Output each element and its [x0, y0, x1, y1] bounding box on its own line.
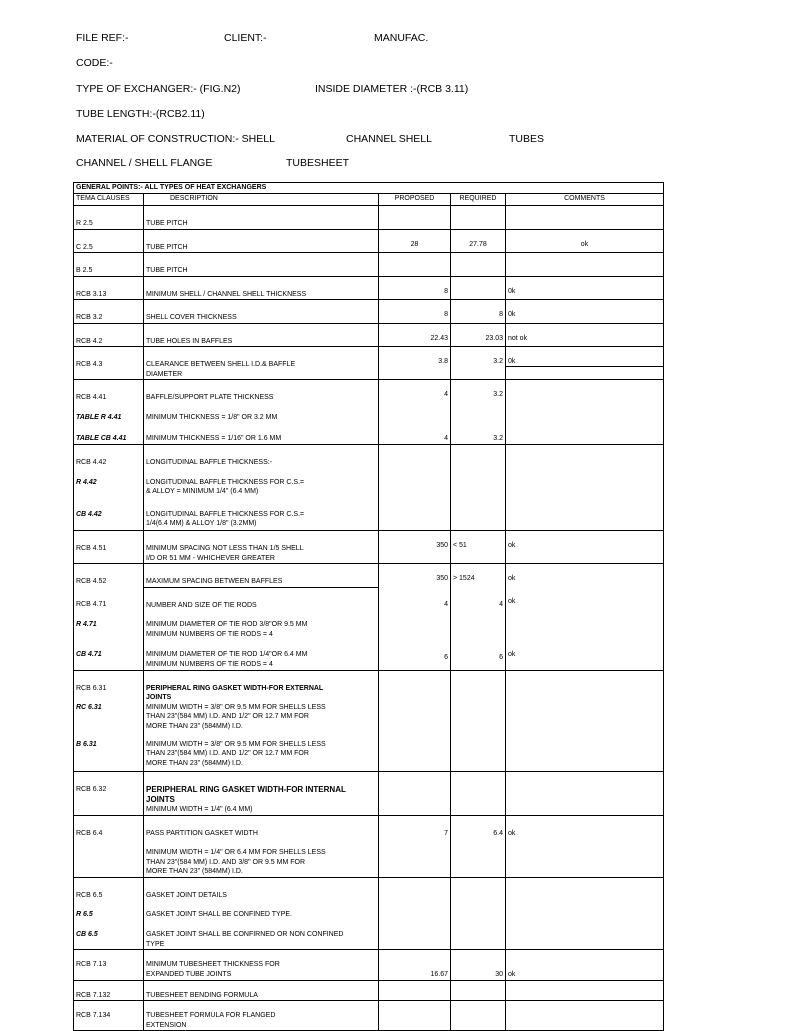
description: PASS PARTITION GASKET WIDTH: [144, 815, 379, 838]
comment: [506, 403, 664, 424]
description: [144, 670, 379, 703]
description-line: MINIMUM DIAMETER OF TIE ROD 3/8"OR 9.5 MM: [146, 621, 308, 628]
proposed-value: [379, 838, 451, 877]
comment: 0k: [506, 300, 664, 324]
proposed-value: 350: [379, 531, 451, 564]
tema-clause: RCB 4.71: [74, 587, 144, 610]
description: NUMBER AND SIZE OF TIE RODS: [144, 587, 379, 610]
tema-clause: B 2.5: [74, 253, 144, 277]
table-row: [74, 815, 664, 838]
description: [144, 347, 379, 380]
client-label: CLIENT:-: [224, 32, 267, 44]
tema-clause: RCB 4.41: [74, 380, 144, 403]
comment: [506, 980, 664, 1001]
material-shell-label: MATERIAL OF CONSTRUCTION:- SHELL: [76, 133, 275, 145]
comment-cell: [506, 347, 664, 380]
tema-clause: C 2.5: [74, 229, 144, 253]
comment: 0k: [506, 276, 664, 300]
description: [144, 640, 379, 670]
required-value: [451, 445, 506, 468]
comment: ok: [506, 229, 664, 253]
description-line: MINIMUM SPACING NOT LESS THAN 1/5 SHELL: [146, 545, 304, 552]
tema-clause: [74, 838, 144, 877]
description: SHELL COVER THICKNESS: [144, 300, 379, 324]
proposed-value: 7: [379, 815, 451, 838]
table-row: [74, 445, 664, 468]
table-row: [74, 347, 664, 380]
proposed-value: [379, 253, 451, 277]
tema-clause: RCB 4.2: [74, 323, 144, 347]
comment: ok: [506, 950, 664, 981]
required-value: [451, 877, 506, 900]
inside-diameter-label: INSIDE DIAMETER :-(RCB 3.11): [315, 83, 469, 95]
comment: [506, 424, 664, 445]
manufac-label: MANUFAC.: [374, 32, 429, 44]
proposed-value: [379, 920, 451, 950]
proposed-value: 8: [379, 276, 451, 300]
col-comments-header: COMMENTS: [506, 194, 664, 206]
table-header-row: [74, 194, 664, 206]
col-proposed-header: PROPOSED: [379, 194, 451, 206]
required-value: 27.78: [451, 229, 506, 253]
description-line: MINIMUM WIDTH = 3/8" OR 9.5 MM FOR SHELLS LESS: [146, 703, 326, 711]
comment: [506, 900, 664, 920]
description-line: MINIMUM DIAMETER OF TIE ROD 1/4"OR 6.4 MM: [146, 651, 308, 658]
table-row: [74, 300, 664, 324]
tubesheet-label: TUBESHEET: [286, 157, 350, 169]
description-line: MINIMUM NUMBERS OF TIE RODS = 4: [146, 630, 273, 638]
proposed-value: 350: [379, 564, 451, 588]
tema-clause: RC 6.31: [74, 703, 144, 740]
description: [144, 1001, 379, 1031]
col-desc-header: DESCRIPTION: [144, 194, 379, 206]
comment: [506, 500, 664, 531]
table-row: [74, 531, 664, 564]
comment: 0k: [506, 347, 663, 367]
description-line: 1/4(6.4 MM) & ALLOY 1/8" (3.2MM): [146, 520, 257, 527]
proposed-value: [379, 206, 451, 230]
description-line: THAN 23"(584 MM) I.D. AND 3/8" OR 9.5 MM FOR: [146, 858, 306, 866]
description: [144, 468, 379, 500]
required-value: < 51: [451, 531, 506, 564]
col-required-header: REQUIRED: [451, 194, 506, 206]
table-row: [74, 253, 664, 277]
description: GASKET JOINT DETAILS: [144, 877, 379, 900]
table-row: [74, 640, 664, 670]
comment: not ok: [506, 323, 664, 347]
comment: [506, 380, 664, 403]
description: TUBE PITCH: [144, 229, 379, 253]
table-row: [74, 703, 664, 740]
description: [144, 740, 379, 772]
description: MAXIMUM SPACING BETWEEN BAFFLES: [144, 564, 379, 588]
comment: [506, 670, 664, 703]
comment: [506, 838, 664, 877]
tema-clause: RCB 3.2: [74, 300, 144, 324]
tema-clause: B 6.31: [74, 740, 144, 772]
required-value: 23.03: [451, 323, 506, 347]
description-line: MORE THAN 23" (584MM) I.D.: [146, 759, 243, 767]
proposed-value: 4: [379, 587, 451, 610]
tema-clause: CB 4.42: [74, 500, 144, 531]
required-value: 4: [451, 587, 506, 610]
comment: ok: [506, 587, 664, 610]
comment: [506, 445, 664, 468]
description-line: MINIMUM NUMBERS OF TIE RODS = 4: [146, 660, 273, 668]
tema-clause: RCB 4.52: [74, 564, 144, 588]
required-value: 8: [451, 300, 506, 324]
description: MINIMUM THICKNESS = 1/8" OR 3.2 MM: [144, 403, 379, 424]
description-line: EXPANDED TUBE JOINTS: [146, 970, 232, 978]
required-value: [451, 500, 506, 531]
description: [144, 531, 379, 564]
table-row: [74, 206, 664, 230]
tema-clause: RCB 6.32: [74, 772, 144, 816]
description-line: MINIMUM WIDTH = 1/4" OR 6.4 MM FOR SHELLS LESS: [146, 849, 326, 856]
table-row: [74, 1001, 664, 1031]
comment: [506, 253, 664, 277]
proposed-value: 6: [379, 640, 451, 670]
table-row: [74, 564, 664, 588]
proposed-value: [379, 980, 451, 1001]
description: [144, 610, 379, 640]
proposed-value: [379, 670, 451, 703]
table-row: [74, 980, 664, 1001]
proposed-value: [379, 468, 451, 500]
proposed-value: 22.43: [379, 323, 451, 347]
comment: [506, 206, 664, 230]
description: GASKET JOINT SHALL BE CONFINED TYPE.: [144, 900, 379, 920]
tema-clause: RCB 6.4: [74, 815, 144, 838]
description-line: & ALLOY = MINIMUM 1/4" (6.4 MM): [146, 488, 259, 495]
tema-clause: RCB 4.42: [74, 445, 144, 468]
description-line: PERIPHERAL RING GASKET WIDTH-FOR INTERNAL: [146, 785, 346, 794]
description: [144, 772, 379, 816]
proposed-value: [379, 610, 451, 640]
required-value: 6: [451, 640, 506, 670]
description-line: LONGITUDINAL BAFFLE THICKNESS FOR C.S.=: [146, 510, 305, 518]
tema-clause: R 2.5: [74, 206, 144, 230]
comment: [506, 468, 664, 500]
comment: [506, 610, 664, 640]
channel-shell-label: CHANNEL SHELL: [346, 133, 432, 145]
proposed-value: 3.8: [379, 347, 451, 380]
description-line: MINIMUM TUBESHEET THICKNESS FOR: [146, 961, 280, 968]
proposed-value: 4: [379, 380, 451, 403]
required-value: 3.2: [451, 424, 506, 445]
comment: ok: [506, 564, 664, 588]
table-row: [74, 229, 664, 253]
proposed-value: 4: [379, 424, 451, 445]
required-value: [451, 1001, 506, 1031]
description-line: MORE THAN 23" (584MM) I.D.: [146, 868, 243, 875]
tema-clause: R 6.5: [74, 900, 144, 920]
table-row: [74, 380, 664, 403]
description: TUBE HOLES IN BAFFLES: [144, 323, 379, 347]
required-value: 6.4: [451, 815, 506, 838]
table-row: [74, 772, 664, 816]
description-line: THAN 23"(584 MM) I.D. AND 1/2" OR 12.7 MM FOR: [146, 750, 309, 757]
tema-clause: RCB 4.51: [74, 531, 144, 564]
proposed-value: [379, 703, 451, 740]
comment: [506, 703, 664, 740]
table-row: [74, 323, 664, 347]
table-row: [74, 920, 664, 950]
description: [144, 703, 379, 740]
table-row: [74, 587, 664, 610]
table-row: [74, 877, 664, 900]
table-title: GENERAL POINTS:- ALL TYPES OF HEAT EXCHANGERS: [74, 183, 664, 194]
table-row: [74, 610, 664, 640]
description: MINIMUM THICKNESS = 1/16" OR 1.6 MM: [144, 424, 379, 445]
proposed-value: [379, 1001, 451, 1031]
table-row: [74, 276, 664, 300]
description-line: MINIMUM WIDTH = 1/4" (6.4 MM): [146, 806, 253, 813]
required-value: [451, 276, 506, 300]
description-line: LONGITUDINAL BAFFLE THICKNESS FOR C.S.=: [146, 478, 305, 486]
description: [144, 500, 379, 531]
description: TUBE PITCH: [144, 206, 379, 230]
col-tema-header: TEMA CLAUSES: [74, 194, 144, 206]
required-value: [451, 703, 506, 740]
proposed-value: 28: [379, 229, 451, 253]
table-row: [74, 403, 664, 424]
description-line: TUBESHEET FORMULA FOR FLANGED: [146, 1012, 276, 1019]
channel-shell-flange-label: CHANNEL / SHELL FLANGE: [76, 157, 213, 169]
file-ref-label: FILE REF:-: [76, 32, 129, 44]
comment: ok: [506, 815, 664, 838]
exchanger-type-label: TYPE OF EXCHANGER:- (FIG.N2): [76, 83, 241, 95]
required-value: [451, 403, 506, 424]
table-row: [74, 740, 664, 772]
description: MINIMUM SHELL / CHANNEL SHELL THICKNESS: [144, 276, 379, 300]
required-value: 3.2: [451, 347, 506, 380]
required-value: [451, 920, 506, 950]
required-value: 30: [451, 950, 506, 981]
tubes-label: TUBES: [509, 133, 545, 145]
tema-clause: RCB 3.13: [74, 276, 144, 300]
tema-clause: TABLE CB 4.41: [74, 424, 144, 445]
comment: ok: [506, 640, 664, 670]
tema-clause: CB 6.5: [74, 920, 144, 950]
description: BAFFLE/SUPPORT PLATE THICKNESS: [144, 380, 379, 403]
tema-clause: RCB 6.31: [74, 670, 144, 703]
table-row: [74, 950, 664, 981]
table-row: [74, 900, 664, 920]
code-label: CODE:-: [76, 57, 113, 69]
tema-clause: R 4.71: [74, 610, 144, 640]
description-line: JOINTS: [146, 694, 172, 701]
comment: ok: [506, 531, 664, 564]
proposed-value: [379, 500, 451, 531]
required-value: [451, 740, 506, 772]
tema-clause: RCB 4.3: [74, 347, 144, 380]
tema-checklist-table: [73, 182, 664, 1031]
description: [144, 950, 379, 981]
table-row: [74, 500, 664, 531]
proposed-value: 16.67: [379, 950, 451, 981]
table-row: [74, 468, 664, 500]
description-line: GASKET JOINT SHALL BE CONFIRNED OR NON CONFINED: [146, 931, 344, 938]
proposed-value: [379, 740, 451, 772]
proposed-value: [379, 445, 451, 468]
description: [144, 838, 379, 877]
comment: [506, 877, 664, 900]
comment: [506, 1001, 664, 1031]
required-value: [451, 838, 506, 877]
required-value: 3.2: [451, 380, 506, 403]
description-line: I/D OR 51 MM - WHICHEVER GREATER: [146, 554, 275, 562]
description: LONGITUDINAL BAFFLE THICKNESS:-: [144, 445, 379, 468]
required-value: [451, 772, 506, 816]
tema-clause: RCB 7.132: [74, 980, 144, 1001]
description-line: MORE THAN 23" (584MM) I.D.: [146, 722, 243, 730]
comment: [506, 740, 664, 772]
description-line: MINIMUM WIDTH = 3/8" OR 9.5 MM FOR SHELLS LESS: [146, 740, 326, 748]
table-row: [74, 838, 664, 877]
tube-length-label: TUBE LENGTH:-(RCB2.11): [76, 108, 205, 120]
description-line: THAN 23"(584 MM) I.D. AND 1/2" OR 12.7 MM FOR: [146, 713, 309, 720]
required-value: [451, 980, 506, 1001]
proposed-value: 8: [379, 300, 451, 324]
required-value: [451, 253, 506, 277]
comment: [506, 772, 664, 816]
tema-clause: RCB 7.134: [74, 1001, 144, 1031]
proposed-value: [379, 403, 451, 424]
description: [144, 920, 379, 950]
proposed-value: [379, 877, 451, 900]
description-line: EXTENSION: [146, 1021, 187, 1029]
comment: [506, 920, 664, 950]
table-row: [74, 424, 664, 445]
required-value: [451, 468, 506, 500]
tema-clause: R 4.42: [74, 468, 144, 500]
required-value: [451, 206, 506, 230]
tema-clause: RCB 6.5: [74, 877, 144, 900]
description-line: DIAMETER: [146, 370, 183, 378]
required-value: [451, 610, 506, 640]
proposed-value: [379, 772, 451, 816]
description-line: CLEARANCE BETWEEN SHELL I.D.& BAFFLE: [146, 361, 296, 368]
description-line: PERIPHERAL RING GASKET WIDTH-FOR EXTERNAL: [146, 684, 324, 692]
description-line: JOINTS: [146, 795, 175, 804]
proposed-value: [379, 900, 451, 920]
required-value: [451, 900, 506, 920]
description-line: TYPE: [146, 940, 165, 948]
required-value: > 1524: [451, 564, 506, 588]
tema-clause: TABLE R 4.41: [74, 403, 144, 424]
description: TUBESHEET BENDING FORMULA: [144, 980, 379, 1001]
tema-clause: RCB 7.13: [74, 950, 144, 981]
table-row: [74, 670, 664, 703]
required-value: [451, 670, 506, 703]
description: TUBE PITCH: [144, 253, 379, 277]
table-title-row: [74, 183, 664, 194]
tema-clause: CB 4.71: [74, 640, 144, 670]
